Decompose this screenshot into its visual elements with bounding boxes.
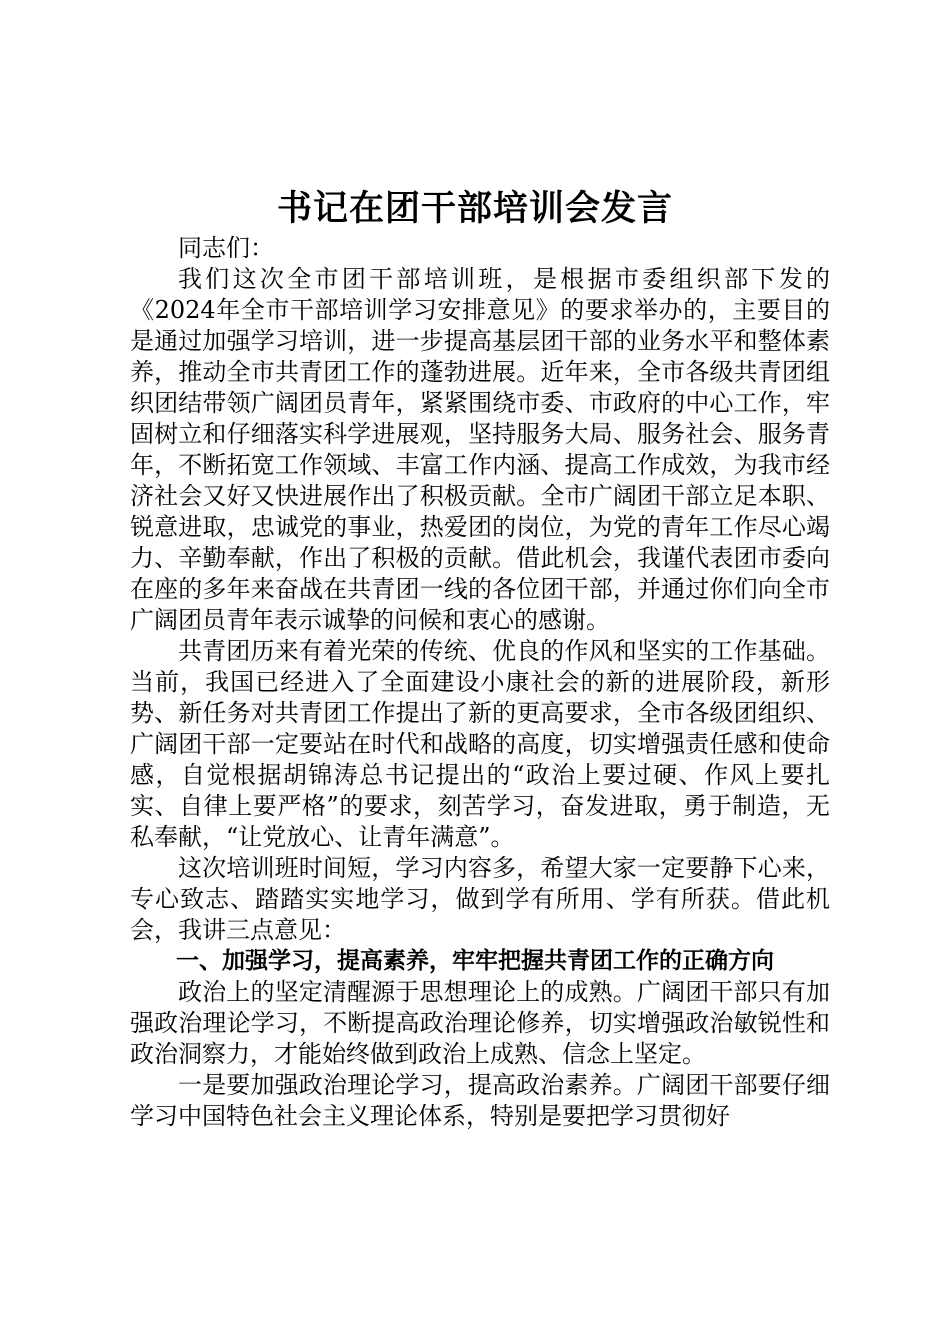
- body-paragraph: 这次培训班时间短，学习内容多，希望大家一定要静下心来，专心致志、踏踏实实地学习，做到学有所用、学有所获。借此机会，我讲三点意见：: [130, 854, 830, 944]
- document-title: 书记在团干部培训会发言: [276, 188, 673, 229]
- body-paragraph: 一是要加强政治理论学习，提高政治素养。广阔团干部要仔细学习中国特色社会主义理论体系，特别是要把学习贯彻好: [130, 1071, 830, 1130]
- document-body: [130, 233, 830, 1132]
- salutation: 同志们：: [178, 234, 274, 262]
- body-paragraph: 我们这次全市团干部培训班，是根据市委组织部下发的《2024年全市干部培训学习安排意见》的要求举办的，主要目的是通过加强学习培训，进一步提高基层团干部的业务水平和整体素养，推动全市共青团工作的蓬勃进展。近年来，全市各级共青团组织团结带领广阔团员青年，紧紧围绕市委、市政府的中心工作，牢固树立和仔细落实科学进展观，坚持服务大局、服务社会、服务青年，不断拓宽工作领域、丰富工作内涵、提高工作成效，为我市经济社会又好又快进展作出了积极贡献。全市广阔团干部立足本职、锐意进取，忠诚党的事业，热爱团的岗位，为党的青年工作尽心竭力、辛勤奉献，作出了积极的贡献。借此机会，我谨代表团市委向在座的多年来奋战在共青团一线的各位团干部，并通过你们向全市广阔团员青年表示诚挚的问候和衷心的感谢。: [130, 265, 830, 634]
- section-heading: 一、加强学习，提高素养，牢牢把握共青团工作的正确方向: [176, 948, 774, 974]
- body-paragraph: 共青团历来有着光荣的传统、优良的作风和坚实的工作基础。当前，我国已经进入了全面建设小康社会的新的进展阶段，新形势、新任务对共青团工作提出了新的更高要求，全市各级团组织、广阔团干部一定要站在时代和战略的高度，切实增强责任感和使命感，自觉根据胡锦涛总书记提出的“政治上要过硬、作风上要扎实、自律上要严格”的要求，刻苦学习，奋发进取，勇于制造，无私奉献，“让党放心、让青年满意”。: [130, 637, 830, 851]
- body-paragraph: 政治上的坚定清醒源于思想理论上的成熟。广阔团干部只有加强政治理论学习，不断提高政治理论修养，切实增强政治敏锐性和政治洞察力，才能始终做到政治上成熟、信念上坚定。: [130, 978, 830, 1068]
